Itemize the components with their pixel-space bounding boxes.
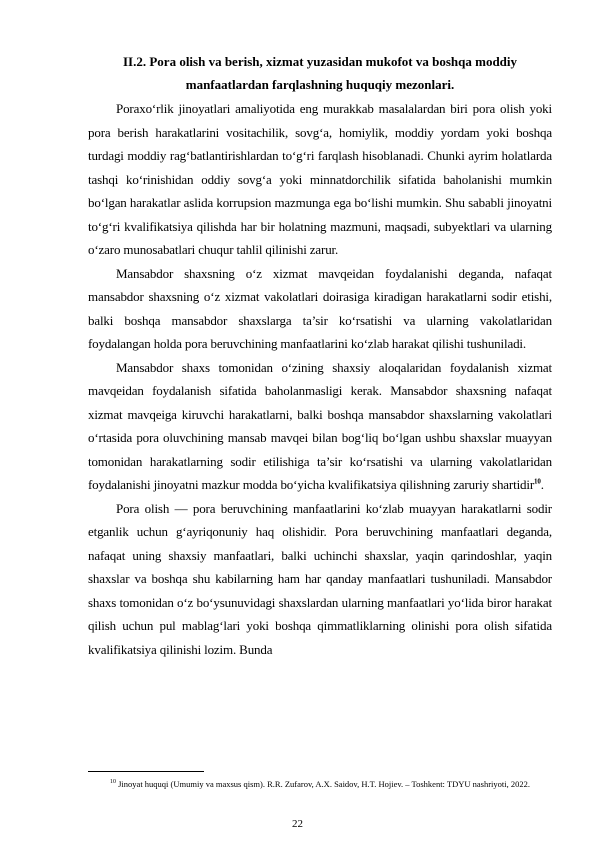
document-page <box>88 50 552 661</box>
footnote <box>88 777 552 790</box>
footnote-separator <box>88 771 204 772</box>
paragraph-3-text: Mansabdor shaxs tomonidan o‘zining shaxsiy aloqalaridan foydalanish xizmat mavqeidan foydalanish sifatida baholanmasligi kerak. Mansabdor shaxsning nafaqat xizmat mavqeiga kiruvchi harakatlarni, balki boshqa mansabdor shaxslarning vakolatlari o‘rtasida pora oluvchining mansab mavqei bilan bog‘liq bo‘lgan ushbu shaxslar muayyan tomonidan harakatlarning sodir etilishiga ta’sir ko‘rsatishi va ularning vakolatlaridan foydalanishi jinoyatni mazkur modda bo‘yicha kvalifikatsiya qilishning zaruriy shartidir <box>88 359 552 492</box>
page-number: 22 <box>292 818 303 830</box>
paragraph-2: Mansabdor shaxsning o‘z xizmat mavqeidan foydalanishi deganda, nafaqat mansabdor shaxsning o‘z xizmat vakolatlari doirasiga kiradigan harakatlarni sodir etishi, balki boshqa mansabdor shaxslarga ta’sir ko‘rsatishi va ularning vakolatlaridan foydalangan holda pora beruvchining manfaatlarini ko‘zlab harakat qilishi tushuniladi. <box>88 265 552 351</box>
section-heading <box>88 50 552 96</box>
paragraph-3-period: . <box>540 477 544 492</box>
section-heading-line-1: II.2. Pora olish va berish, xizmat yuzasidan mukofot va boshqa moddiy <box>122 54 518 69</box>
footnote-text: Jinoyat huquqi (Umumiy va maxsus qism). R.R. Zufarov, A.X. Saidov, H.T. Hojiev. – Toshkent: TDYU nashriyoti, 2022. <box>118 778 530 789</box>
paragraph-4: Pora olish — pora beruvchining manfaatlarini ko‘zlab muayyan harakatlarni sodir etganlik uchun g‘ayriqonuniy haq olishidir. Pora beruvchining manfaatlari deganda, nafaqat uning shaxsiy manfaatlari, balki uchinchi shaxslar, yaqin qarindoshlar, yaqin shaxslar va boshqa shu kabilarning ham har qanday manfaatlari tushuniladi. Mansabdor shaxs tomonidan o‘z bo‘ysunuvidagi shaxslardan ularning manfaatlari yo‘lida biror harakat qilish uchun pul mablag‘lari yoki boshqa qimmatliklarning olinishi pora olish sifatida kvalifikatsiya qilinishi lozim. Bunda <box>88 500 552 657</box>
footnote-number: 10 <box>110 779 116 785</box>
paragraph-3 <box>88 356 552 497</box>
paragraph-1: Poraxo‘rlik jinoyatlari amaliyotida eng murakkab masalalardan biri pora olish yoki pora berish harakatlarini vositachilik, sovg‘a, homiylik, moddiy yordam yoki boshqa turdagi moddiy rag‘batlantirishlardan to‘g‘ri farqlash hisoblanadi. Chunki ayrim holatlarda tashqi ko‘rinishidan oddiy sovg‘a yoki minnatdorchilik sifatida baholanishi mumkin bo‘lgan harakatlar aslida korrupsion mazmunga ega bo‘lishi mumkin. Shu sababli jinoyatni to‘g‘ri kvalifikatsiya qilishda har bir holatning mazmuni, maqsadi, subyektlari va ularning o‘zaro munosabatlari chuqur tahlil qilinishi zarur. <box>88 101 552 257</box>
footnote-reference: 10 <box>534 477 541 486</box>
section-heading-line-2: manfaatlardan farqlashning huquqiy mezonlari. <box>185 77 455 92</box>
